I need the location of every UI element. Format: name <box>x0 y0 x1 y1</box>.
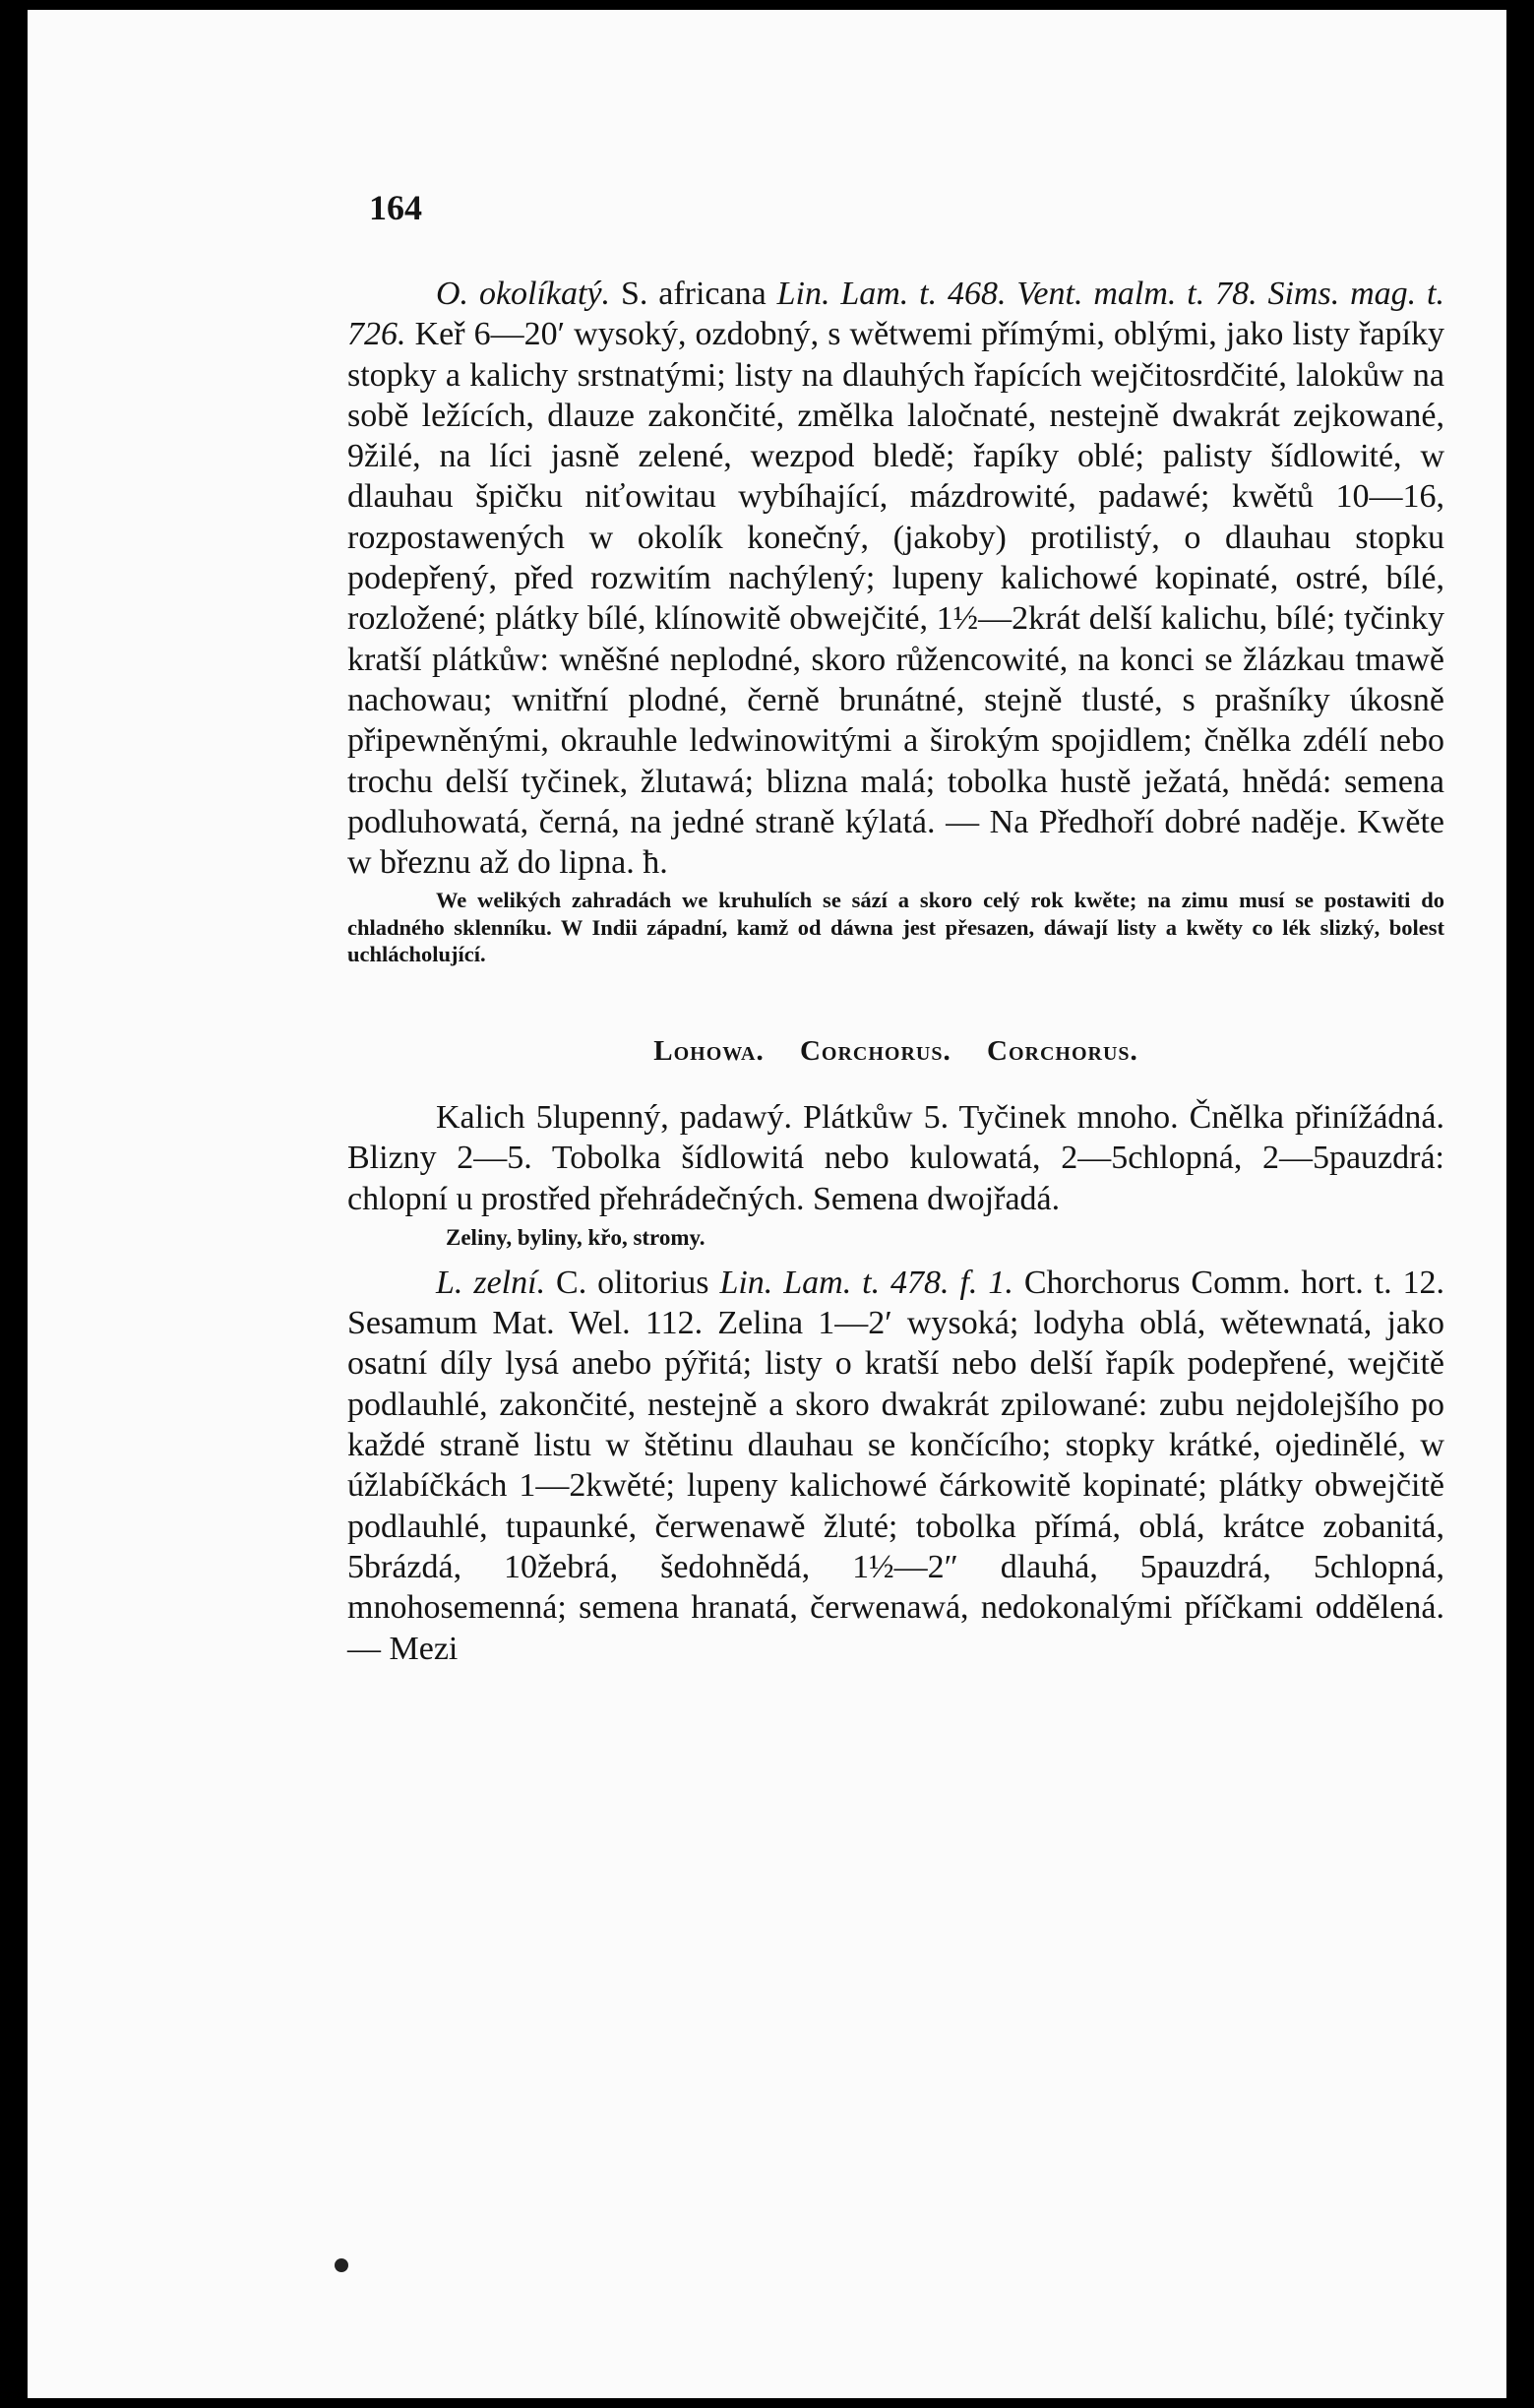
genus-latin-name-2: Corchorus. <box>987 1034 1138 1067</box>
species-czech-name: O. okolíkatý. <box>436 276 611 312</box>
genus-description: Kalich 5lupenný, padawý. Plátkůw 5. Tyčinek mnoho. Čnělka přinížádná. Blizny 2—5. Tobolka šídlowitá nebo kulowatá, 2—5chlopná, 2—5pauzdrá: chlopní u prostřed přehrádečných. Semena dwojřadá. <box>347 1098 1444 1217</box>
species-description: Chorchorus Comm. hort. t. 12. Sesamum Mat. Wel. 112. Zelina 1—2′ wysoká; lodyha oblá, wětewnatá, jako osatní díly lysá anebo pýřitá; listy o kratší nebo delší řapík podepřené, wejčitě podlauhlé, zakončité, nestejně a skoro dwakrát zpilowané: zubu nejdolejšího po každé straně listu w štětinu dlauhau se končícího; stopky krátké, ojedinělé, w úžlabíčkách 1—2kwěté; lupeny kalichowé čárkowitě kopinaté; plátky obwejčitě podlauhlé, tupaunké, čerwenawě žluté; tobolka přímá, oblá, krátce zobanitá, 5brázdá, 10žebrá, šedohnědá, 1½—2″ dlauhá, 5pauzdrá, 5chlopná, mnohosemenná; semena hranatá, čerwenawá, nedokonalými příčkami oddělená. — Mezi <box>347 1264 1445 1667</box>
species-references: Lin. Lam. t. 478. f. 1. <box>719 1264 1013 1301</box>
genus-latin-name: Corchorus. <box>799 1034 951 1067</box>
genus-heading <box>347 1035 1444 1068</box>
genus-czech-name: Lohowa. <box>653 1034 765 1067</box>
species-note: We welikých zahradách we kruhulích se sází a skoro celý rok kwěte; na zimu musí se postawiti do chladného sklenníku. W Indii západní, kamž od dáwna jest přesazen, dáwají listy a kwěty co lék slizký, bolest uchlácholující. <box>347 888 1444 967</box>
species-references: Lin. Lam. t. 468. Vent. malm. t. 78. Sims. mag. t. 726. <box>347 276 1444 353</box>
species-czech-name: L. zelní. <box>436 1264 546 1301</box>
species-latin-name: C. olitorius <box>556 1264 709 1301</box>
genus-note: Zeliny, byliny, křo, stromy. <box>446 1224 706 1250</box>
species-latin-name: S. africana <box>620 276 767 312</box>
page-text <box>347 187 1444 1669</box>
book-page <box>28 10 1506 2398</box>
species-entry-zelni <box>347 1263 1444 1669</box>
ink-spot <box>335 2258 348 2272</box>
species-entry-okolikaty <box>347 274 1444 883</box>
page-number: 164 <box>369 188 422 227</box>
species-description: Keř 6—20′ wysoký, ozdobný, s wětwemi přímými, oblými, jako listy řapíky stopky a kalichy srstnatými; listy na dlauhých řapících wejčitosrdčité, lalokůw na sobě ležících, dlauze zakončité, změlka laločnaté, nestejně dwakrát zejkowané, 9žilé, na líci jasně zelené, wezpod bledě; řapíky oblé; palisty šídlowité, w dlauhau špičku niťowitau wybíhající, mázdrowité, padawé; kwětů 10—16, rozpostawených w okolík konečný, (jakoby) protilistý, o dlauhau stopku podepřený, před rozwitím nachýlený; lupeny kalichowé kopinaté, ostré, bílé, rozložené; plátky bílé, klínowitě obwejčité, 1½—2krát delší kalichu, bílé; tyčinky kratší plátkůw: wněšné neplodné, skoro růžencowité, na konci se žlázkau tmawě nachowau; wnitřní plodné, černě brunátné, stejně tlusté, s prašníky úkosně připewněnými, okrauhle ledwinowitými a širokým spojidlem; čnělka zdélí nebo trochu delší tyčinek, žlutawá; blizna malá; tobolka hustě ježatá, hnědá: semena podluhowatá, černá, na jedné straně kýlatá. — Na Předhoří dobré naděje. Kwěte w březnu až do lipna. ħ. <box>347 316 1444 882</box>
